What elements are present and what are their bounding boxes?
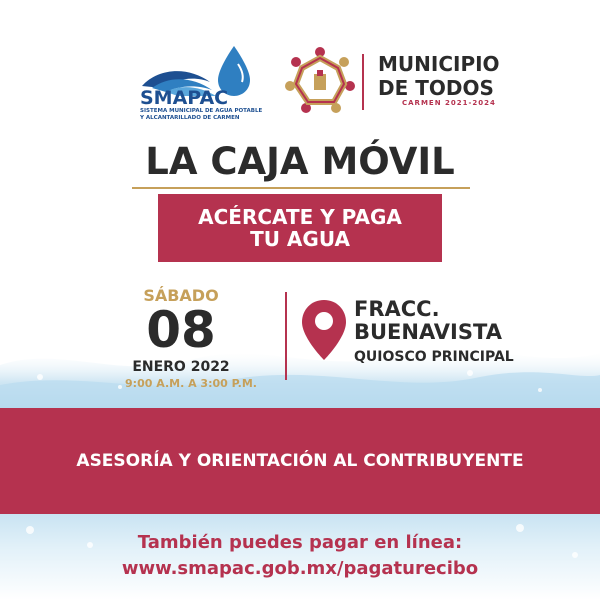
event-hours: 9:00 A.M. A 3:00 P.M. (125, 377, 257, 390)
footer-url-link[interactable]: www.smapac.gob.mx/pagaturecibo (121, 558, 479, 579)
tagline-line2: TU AGUA (250, 227, 350, 251)
municipio-emblem-icon (284, 46, 356, 118)
smapac-subtitle-line2: Y ALCANTARILLADO DE CARMEN (140, 115, 240, 121)
municipio-title (378, 52, 500, 100)
footer (0, 530, 600, 582)
municipio-divider (362, 54, 364, 110)
event-date (100, 287, 262, 391)
event-day-number: 08 (146, 301, 216, 359)
map-pin-icon (300, 298, 348, 362)
headline: LA CAJA MÓVIL (145, 140, 455, 183)
municipio-title-line2: DE TODOS (378, 76, 494, 100)
tagline-box (158, 194, 442, 262)
event-day-name: SÁBADO (143, 286, 219, 305)
service-banner-text: ASESORÍA Y ORIENTACIÓN AL CONTRIBUYENTE (76, 451, 524, 471)
date-location-divider (285, 292, 287, 380)
footer-online-text: También puedes pagar en línea: (137, 532, 463, 553)
smapac-wordmark: SMAPAC (140, 87, 229, 109)
smapac-subtitle (140, 108, 262, 122)
location-line1: FRACC. (354, 297, 440, 321)
location-line2: BUENAVISTA (354, 320, 502, 344)
headline-underline (132, 187, 470, 189)
municipio-title-line1: MUNICIPIO (378, 52, 500, 76)
municipio-subtitle: CARMEN 2021-2024 (402, 99, 496, 107)
tagline-line1: ACÉRCATE Y PAGA (198, 205, 402, 229)
location-detail: QUIOSCO PRINCIPAL (354, 349, 514, 365)
service-banner (0, 408, 600, 514)
smapac-subtitle-line1: SISTEMA MUNICIPAL DE AGUA POTABLE (140, 108, 263, 114)
event-location (354, 298, 514, 365)
event-month-year: ENERO 2022 (132, 359, 230, 375)
